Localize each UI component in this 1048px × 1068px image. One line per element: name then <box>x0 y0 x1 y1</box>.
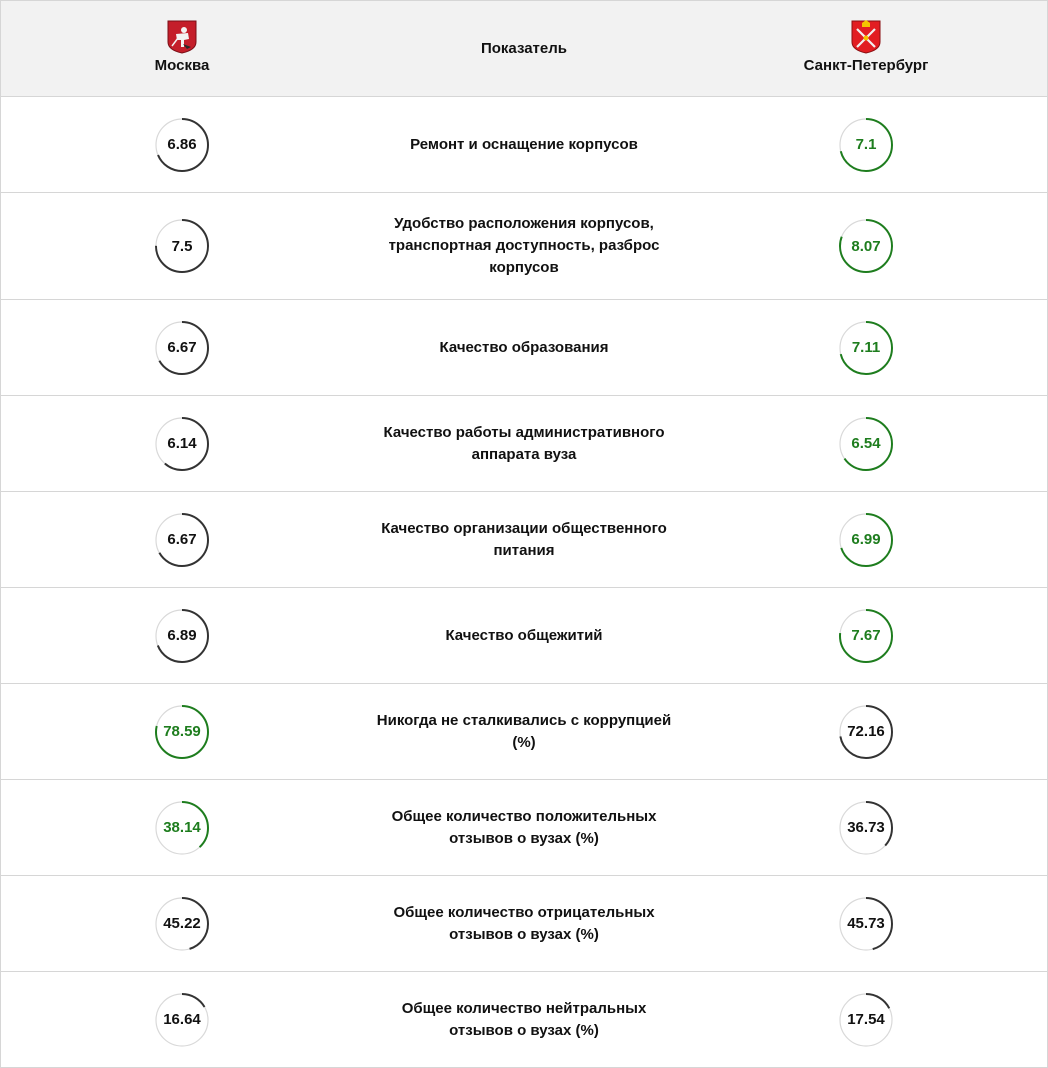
score-value: 6.99 <box>851 531 881 548</box>
header-spb-label: Санкт-Петербург <box>803 57 929 74</box>
table-row <box>1 193 1047 300</box>
moscow-cell <box>1 193 363 299</box>
table-row <box>1 972 1047 1068</box>
header-spb <box>685 1 1047 96</box>
score-gauge-left <box>154 896 210 952</box>
score-gauge-left <box>154 218 210 274</box>
spb-cell <box>685 684 1047 779</box>
score-gauge-right <box>838 896 894 952</box>
moscow-cell <box>1 972 363 1067</box>
score-value: 6.67 <box>167 339 197 356</box>
score-value: 6.86 <box>167 136 197 153</box>
indicator-label: Общее количество положительных отзывов о вузах (%) <box>391 807 657 847</box>
indicator-cell <box>363 780 685 875</box>
indicator-label: Качество образования <box>439 338 609 356</box>
table-row <box>1 396 1047 492</box>
score-gauge-left <box>154 512 210 568</box>
spb-cell <box>685 492 1047 587</box>
moscow-cell <box>1 684 363 779</box>
moscow-cell <box>1 300 363 395</box>
moscow-cell <box>1 97 363 192</box>
score-gauge-left <box>154 117 210 173</box>
score-value: 7.5 <box>171 237 193 255</box>
table-row <box>1 588 1047 684</box>
table-header <box>1 1 1047 97</box>
score-value: 6.54 <box>851 435 881 452</box>
score-value: 7.67 <box>851 627 881 644</box>
indicator-label: Никогда не сталкивались с коррупцией (%) <box>376 711 672 751</box>
indicator-cell <box>363 97 685 192</box>
header-indicator <box>363 1 685 96</box>
indicator-label: Качество организации общественного питания <box>381 519 667 559</box>
score-value: 45.73 <box>847 915 885 932</box>
score-gauge-right <box>838 608 894 664</box>
score-value: 6.89 <box>167 627 197 644</box>
table-row <box>1 300 1047 396</box>
score-gauge-left <box>154 320 210 376</box>
header-indicator-label: Показатель <box>480 40 567 57</box>
moscow-cell <box>1 396 363 491</box>
spb-cell <box>685 97 1047 192</box>
indicator-cell <box>363 588 685 683</box>
indicator-label: Общее количество нейтральных отзывов о вузах (%) <box>401 999 647 1039</box>
score-value: 6.67 <box>167 531 197 548</box>
table-row <box>1 780 1047 876</box>
score-gauge-left <box>154 608 210 664</box>
spb-emblem-icon <box>851 20 881 54</box>
spb-cell <box>685 193 1047 299</box>
spb-cell <box>685 300 1047 395</box>
score-gauge-left <box>154 704 210 760</box>
spb-cell <box>685 876 1047 971</box>
table-row <box>1 492 1047 588</box>
header-moscow-label: Москва <box>154 57 210 74</box>
score-gauge-left <box>154 800 210 856</box>
indicator-label: Удобство расположения корпусов, транспортная доступность, разброс корпусов <box>388 215 660 276</box>
spb-cell <box>685 780 1047 875</box>
indicator-label: Общее количество отрицательных отзывов о вузах (%) <box>393 903 655 943</box>
moscow-cell <box>1 780 363 875</box>
score-gauge-right <box>838 512 894 568</box>
score-gauge-right <box>838 117 894 173</box>
score-value: 8.07 <box>851 237 881 255</box>
score-gauge-right <box>838 320 894 376</box>
table-row <box>1 684 1047 780</box>
spb-cell <box>685 396 1047 491</box>
spb-cell <box>685 588 1047 683</box>
score-value: 6.14 <box>167 435 197 452</box>
indicator-cell <box>363 492 685 587</box>
indicator-cell <box>363 193 685 299</box>
score-value: 78.59 <box>163 723 201 740</box>
indicator-cell <box>363 876 685 971</box>
score-value: 7.11 <box>851 339 881 356</box>
table-row <box>1 97 1047 193</box>
score-gauge-right <box>838 218 894 274</box>
score-gauge-right <box>838 992 894 1048</box>
score-gauge-right <box>838 416 894 472</box>
moscow-cell <box>1 588 363 683</box>
indicator-label: Качество работы административного аппарата вуза <box>383 423 665 463</box>
score-value: 7.1 <box>855 136 877 153</box>
score-gauge-left <box>154 416 210 472</box>
score-gauge-right <box>838 800 894 856</box>
indicator-cell <box>363 972 685 1067</box>
moscow-emblem-icon <box>167 20 197 54</box>
table-row <box>1 876 1047 972</box>
indicator-cell <box>363 684 685 779</box>
score-value: 17.54 <box>847 1011 885 1028</box>
header-moscow <box>1 1 363 96</box>
indicator-label: Качество общежитий <box>445 626 603 644</box>
score-gauge-right <box>838 704 894 760</box>
score-value: 72.16 <box>847 723 885 740</box>
indicator-cell <box>363 396 685 491</box>
score-gauge-left <box>154 992 210 1048</box>
spb-cell <box>685 972 1047 1067</box>
indicator-label: Ремонт и оснащение корпусов <box>410 135 638 153</box>
indicator-cell <box>363 300 685 395</box>
score-value: 38.14 <box>163 819 201 836</box>
moscow-cell <box>1 492 363 587</box>
score-value: 16.64 <box>163 1011 201 1028</box>
score-value: 45.22 <box>163 915 201 932</box>
moscow-cell <box>1 876 363 971</box>
score-value: 36.73 <box>847 819 885 836</box>
